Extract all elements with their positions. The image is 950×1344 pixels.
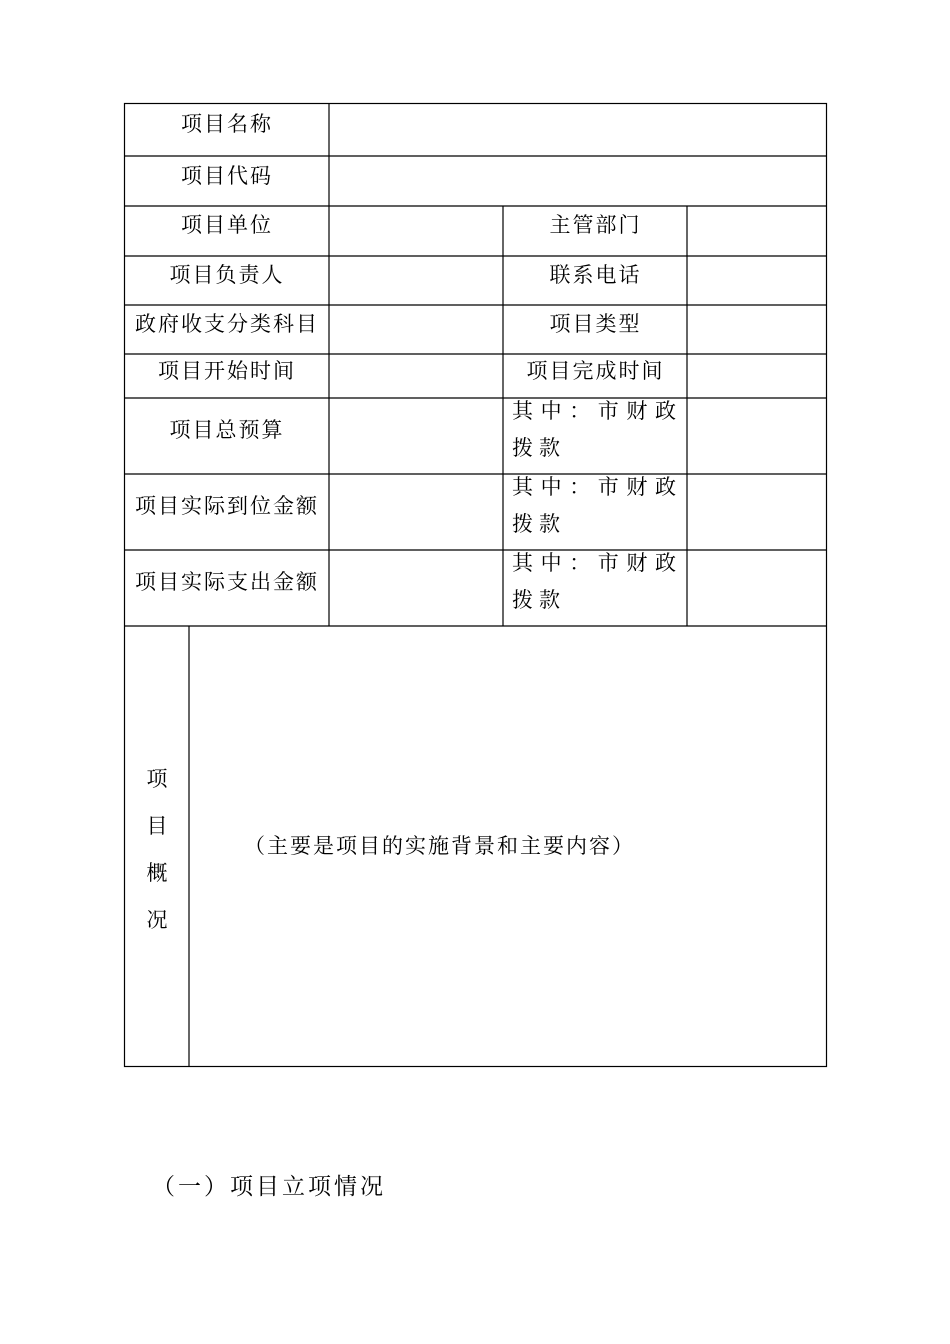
project-code-label: 项目代码: [181, 163, 273, 188]
start-time-label: 项目开始时间: [158, 358, 296, 383]
overview-label-char: 项: [146, 767, 168, 791]
actual-expense-label: 项目实际支出金额: [135, 570, 319, 594]
project-type-field[interactable]: [688, 306, 826, 354]
actual-received-field[interactable]: [330, 475, 503, 550]
project-name-field[interactable]: [330, 104, 826, 156]
overview-label-char: 况: [146, 908, 168, 932]
actual-expense-municipal-allocation-label: 其中：市财政拨款: [512, 551, 682, 612]
actual-expense-field[interactable]: [330, 551, 503, 626]
project-overview-label: [125, 756, 189, 944]
budget-category-label: 政府收支分类科目: [135, 311, 319, 336]
project-name-label: 项目名称: [181, 111, 273, 136]
project-code-field[interactable]: [330, 157, 826, 206]
supervising-dept-label: 主管部门: [549, 212, 642, 237]
project-type-label: 项目类型: [549, 311, 642, 336]
contact-phone-field[interactable]: [688, 257, 826, 305]
project-leader-field[interactable]: [330, 257, 503, 305]
actual-received-municipal-allocation-label: 其中：市财政拨款: [512, 475, 682, 536]
total-budget-field[interactable]: [330, 399, 503, 474]
project-leader-label: 项目负责人: [169, 262, 285, 287]
completion-time-field[interactable]: [688, 355, 826, 398]
overview-label-char: 概: [146, 861, 168, 885]
start-time-field[interactable]: [330, 355, 503, 398]
actual-received-label: 项目实际到位金额: [135, 494, 319, 518]
overview-placeholder-text: （主要是项目的实施背景和主要内容）: [244, 834, 635, 858]
section-heading: （一）项目立项情况: [152, 1174, 386, 1200]
completion-time-label: 项目完成时间: [526, 358, 665, 383]
total-budget-municipal-allocation-field[interactable]: [688, 399, 826, 474]
budget-category-field[interactable]: [330, 306, 503, 354]
total-budget-municipal-allocation-label: 其中：市财政拨款: [512, 399, 682, 460]
supervising-dept-field[interactable]: [688, 207, 826, 256]
actual-received-municipal-allocation-field[interactable]: [688, 475, 826, 550]
actual-expense-municipal-allocation-field[interactable]: [688, 551, 826, 626]
project-unit-label: 项目单位: [181, 212, 273, 237]
project-unit-field[interactable]: [330, 207, 503, 256]
project-overview-field[interactable]: [190, 627, 826, 1066]
overview-label-char: 目: [146, 814, 168, 838]
total-budget-label: 项目总预算: [169, 418, 285, 442]
contact-phone-label: 联系电话: [549, 262, 642, 287]
